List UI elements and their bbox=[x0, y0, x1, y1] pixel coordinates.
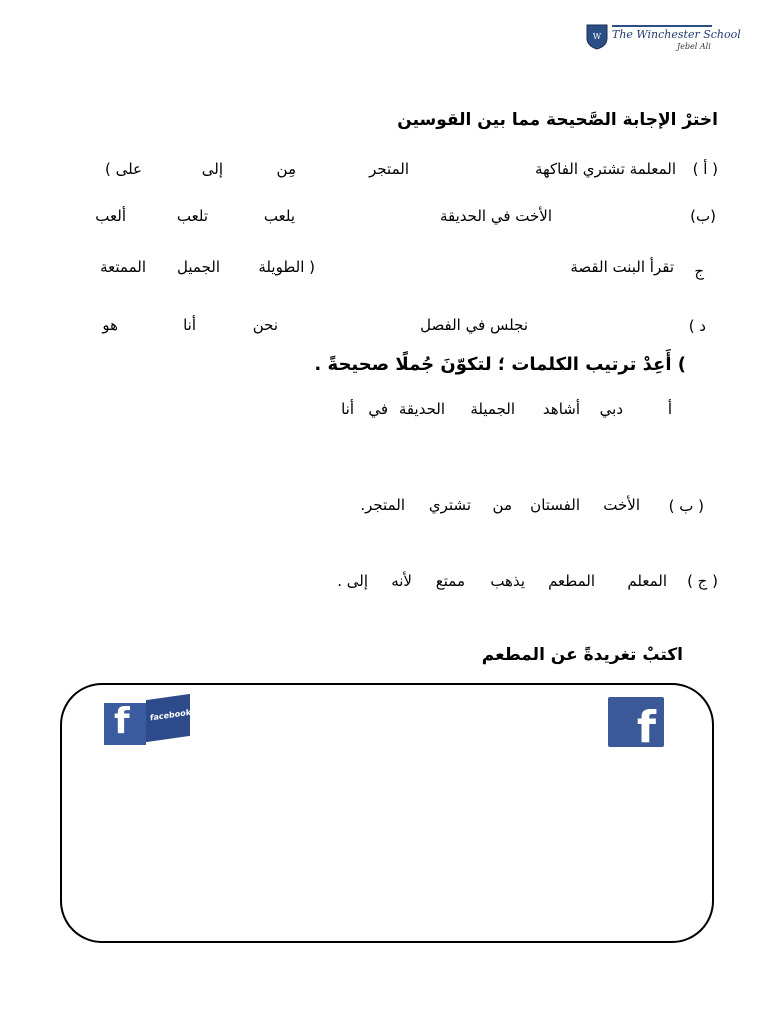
section1-title: اخترْ الإجابة الصَّحيحة مما بين القوسين bbox=[397, 110, 718, 130]
s2-a-word: دبي bbox=[599, 400, 623, 418]
q-a-option: إلى bbox=[201, 160, 223, 178]
s2-b-word: تشتري bbox=[428, 496, 471, 514]
q-b-sentence: الأخت في الحديقة bbox=[439, 207, 552, 225]
q-b-option: يلعب bbox=[263, 207, 295, 225]
q-a-sentence: المعلمة تشتري الفاكهة bbox=[535, 160, 676, 178]
s2-c-word: لأنه bbox=[391, 572, 412, 590]
q-a-blank-word: المتجر bbox=[369, 160, 409, 178]
s2-c-word: المعلم bbox=[627, 572, 667, 590]
s2-b-word: الأخت bbox=[603, 496, 640, 514]
s2-c-word: يذهب bbox=[490, 572, 525, 590]
q-d-option: أنا bbox=[183, 316, 196, 334]
q-b-label: (ب) bbox=[690, 207, 716, 225]
facebook-cube-front: f bbox=[104, 703, 146, 745]
s2-c-word: إلى . bbox=[337, 572, 368, 590]
facebook-cube-text: facebook bbox=[150, 707, 192, 723]
q-d-option: نحن bbox=[252, 316, 278, 334]
s2-a-word: أنا bbox=[341, 400, 354, 418]
q-d-sentence: نجلس في الفصل bbox=[420, 316, 528, 334]
section3-title: اكتبْ تغريدةً عن المطعم bbox=[481, 645, 683, 665]
s2-a-word: أشاهد bbox=[542, 400, 580, 418]
s2-a-word: في bbox=[368, 400, 388, 418]
svg-text:W: W bbox=[592, 32, 602, 41]
s2-a-word: الحديقة bbox=[398, 400, 445, 418]
q-a-option: مِن bbox=[276, 160, 296, 178]
s2-b-label: ( ب ) bbox=[668, 497, 704, 515]
q-c-option: الجميل bbox=[177, 258, 220, 276]
q-c-label: ج bbox=[694, 262, 704, 280]
s2-c-word: المطعم bbox=[548, 572, 595, 590]
q-c-option: ( الطويلة bbox=[258, 258, 315, 276]
section2-title: ) أَعِدْ ترتيب الكلمات ؛ لتكوّنَ جُملًا صحيحةً . bbox=[314, 354, 686, 375]
facebook-cube-icon bbox=[104, 697, 190, 745]
s2-c-word: ممتع bbox=[435, 572, 465, 590]
q-a-label: ( أ ) bbox=[692, 160, 718, 178]
s2-c-label: ( ج ) bbox=[687, 572, 718, 590]
q-b-option: تلعب bbox=[176, 207, 208, 225]
q-c-sentence: تقرأ البنت القصة bbox=[570, 258, 674, 276]
facebook-icon: f bbox=[608, 697, 664, 747]
q-b-option: ألعب bbox=[95, 207, 126, 225]
school-logo bbox=[582, 22, 741, 56]
s2-a-label: أ bbox=[667, 400, 672, 418]
q-d-label: د ) bbox=[688, 317, 706, 335]
s2-b-word: الفستان bbox=[530, 496, 580, 514]
logo-bar bbox=[612, 25, 712, 27]
q-d-option: هو bbox=[102, 316, 118, 334]
school-crest-icon bbox=[586, 24, 608, 50]
q-c-option: الممتعة bbox=[100, 258, 146, 276]
s2-b-word: من bbox=[492, 496, 512, 514]
facebook-cube-side bbox=[146, 694, 190, 742]
s2-b-word: المتجر. bbox=[360, 496, 405, 514]
s2-a-word: الجميلة bbox=[470, 400, 515, 418]
logo-location: Jebel Ali bbox=[677, 42, 711, 51]
q-a-option: على ) bbox=[104, 160, 142, 178]
logo-school-name: The Winchester School bbox=[612, 28, 741, 41]
